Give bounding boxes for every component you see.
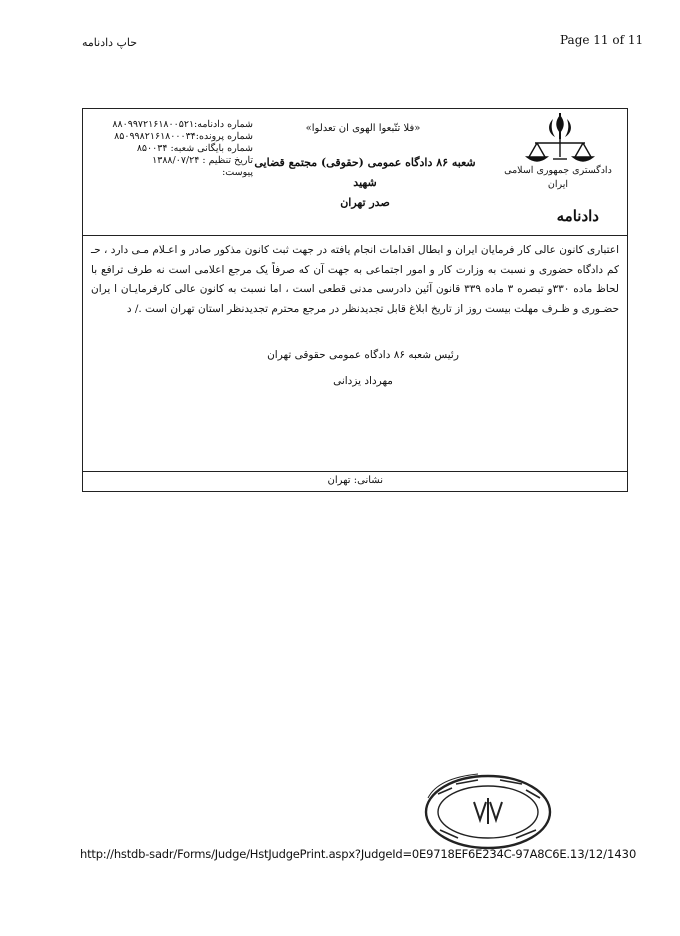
verdict-body: اعتباری کانون عالی کار فرمایان ایران و ابطال اقدامات انجام یافته در جهت ثبت کانون مذکور صادر و اعـلام مـی دارد ، حـ کم دادگاه حضوری و نسبت به وزارت کار و امور اجتماعی به جهت آن که صرفاً یک مرجع اعلامی است نه طرف ترافع با لحاظ ماده ۳۳۰و تبصره ۳ ماده ۳۳۹ قانون آئین دادرسی مدنی قطعی است ، اما نسبت به کانون عالی کارفرمایـان ا یران حضـوری و ظـرف مهلت بیست روز از تاریخ ابلاغ قابل تجدیدنظر در مرجع محترم تجدیدنظر استان تهران است ./ د: [91, 244, 619, 315]
verdict-number: شماره دادنامه:۸۸۰۹۹۷۲۱۶۱۸۰۰۵۲۱: [112, 119, 253, 130]
signatory-name: مهرداد یزدانی: [333, 375, 393, 387]
attachment-label: پیوست:: [222, 167, 253, 178]
footer-divider: [83, 471, 627, 472]
verdict-title: دادنامه: [556, 207, 599, 225]
header-divider: [83, 235, 627, 236]
print-date: 13/12/1430: [570, 847, 637, 861]
verdict-document: [82, 108, 628, 492]
court-branch: [249, 153, 481, 213]
court-name: [503, 164, 613, 192]
case-number: شماره پرونده:۸۵۰۹۹۸۲۱۶۱۸۰۰۰۳۴: [114, 131, 253, 142]
archive-number: شماره بایگانی شعبه: ۸۵۰۰۳۴: [136, 143, 253, 154]
official-stamp-icon: [418, 768, 558, 854]
court-branch-line2: صدر تهران: [340, 196, 390, 209]
page-number: Page 11 of 11: [560, 33, 644, 47]
issue-date: تاریخ تنظیم : ۱۳۸۸/۰۷/۲۴: [152, 155, 253, 166]
court-name-line1: دادگستری جمهوری اسلامی: [504, 165, 612, 176]
print-header-label: حاپ دادنامه: [82, 36, 138, 49]
court-branch-line1: شعبه ۸۶ دادگاه عمومی (حقوقی) مجتمع قضایی شهید: [254, 156, 476, 189]
case-metadata: [103, 119, 253, 179]
print-url: http://hstdb-sadr/Forms/Judge/HstJudgePrint.aspx?JudgeId=0E9718EF6E234C-97A8C6E...: [80, 847, 577, 861]
quran-quote: «فلا تتّبعوا الهوی ان تعدلوا»: [305, 123, 421, 134]
signatory-title: رئیس شعبه ۸۶ دادگاه عمومی حقوقی تهران: [267, 349, 459, 361]
court-name-line2: ایران: [547, 179, 569, 190]
address: نشانی: تهران: [327, 475, 383, 486]
